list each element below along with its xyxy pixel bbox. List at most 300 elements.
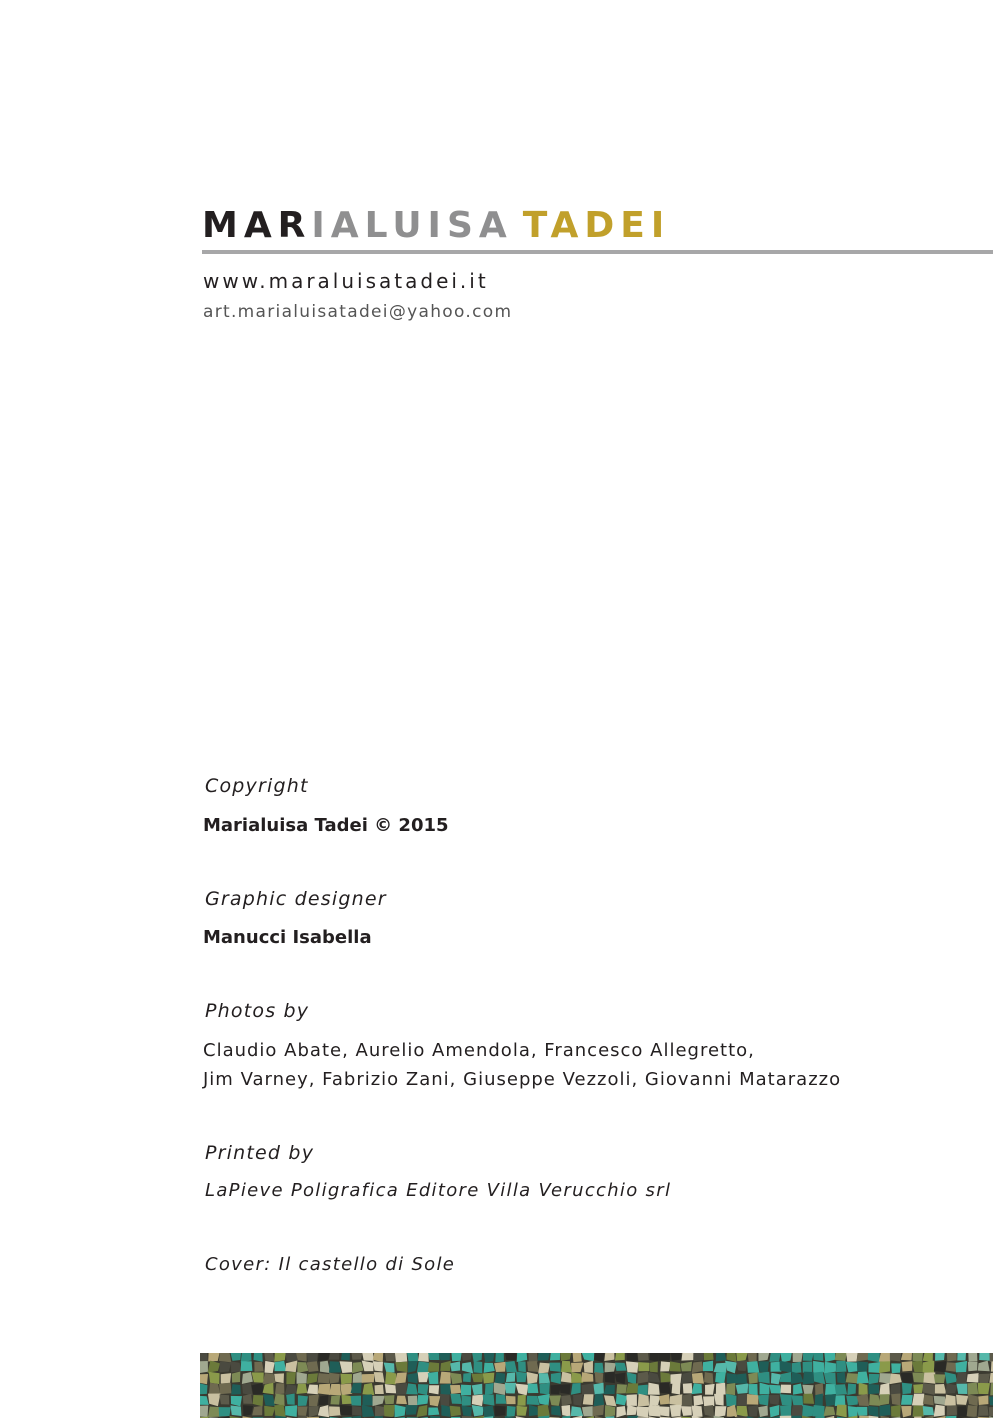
mosaic-tile bbox=[309, 1395, 319, 1407]
mosaic-tile bbox=[362, 1374, 375, 1383]
mosaic-tile bbox=[517, 1395, 525, 1406]
mosaic-tile bbox=[967, 1405, 978, 1417]
mosaic-tile bbox=[947, 1353, 957, 1361]
mosaic-tile bbox=[286, 1372, 296, 1384]
mosaic-tile bbox=[242, 1372, 253, 1384]
mosaic-tile bbox=[307, 1373, 318, 1384]
mosaic-tile bbox=[208, 1407, 220, 1418]
mosaic-tile bbox=[716, 1383, 726, 1395]
mosaic-tile bbox=[516, 1372, 527, 1383]
mosaic-tile bbox=[660, 1361, 671, 1371]
mosaic-tile bbox=[703, 1361, 713, 1371]
mosaic-tile bbox=[472, 1353, 482, 1362]
mosaic-tile bbox=[879, 1353, 891, 1362]
mosaic-tile bbox=[869, 1394, 880, 1406]
mosaic-tile bbox=[584, 1361, 593, 1373]
mosaic-tile bbox=[219, 1407, 231, 1416]
mosaic-tile bbox=[274, 1353, 286, 1362]
mosaic-tile bbox=[615, 1353, 625, 1360]
mosaic-tile bbox=[351, 1396, 361, 1406]
mosaic-tile bbox=[956, 1384, 967, 1394]
mosaic-tile bbox=[637, 1385, 647, 1395]
mosaic-tile bbox=[285, 1405, 297, 1417]
mosaic-tile bbox=[946, 1362, 956, 1372]
mosaic-tile bbox=[979, 1353, 990, 1361]
mosaic-tile bbox=[813, 1372, 825, 1385]
mosaic-tile bbox=[780, 1405, 791, 1417]
mosaic-tile bbox=[616, 1406, 626, 1417]
mosaic-tile bbox=[857, 1407, 868, 1416]
mosaic-tile bbox=[727, 1405, 738, 1417]
mosaic-tile bbox=[683, 1383, 693, 1393]
mosaic-tile bbox=[463, 1373, 471, 1382]
mosaic-tile bbox=[780, 1361, 793, 1373]
mosaic-tile bbox=[770, 1405, 780, 1417]
mosaic-tile bbox=[549, 1395, 561, 1405]
mosaic-tile bbox=[231, 1361, 241, 1372]
mosaic-tile bbox=[329, 1384, 341, 1395]
mosaic-tile bbox=[571, 1362, 583, 1372]
mosaic-tile bbox=[638, 1353, 649, 1361]
mosaic-tile bbox=[231, 1405, 242, 1416]
mosaic-tile bbox=[726, 1394, 737, 1406]
mosaic-tile bbox=[307, 1353, 319, 1362]
mosaic-tile bbox=[362, 1353, 374, 1361]
mosaic-tile bbox=[704, 1372, 713, 1384]
mosaic-tile bbox=[539, 1383, 549, 1395]
mosaic-tile bbox=[956, 1395, 968, 1405]
logo-part-grey: IALUISA bbox=[311, 205, 513, 246]
mosaic-tile bbox=[571, 1372, 583, 1383]
mosaic-tile bbox=[934, 1361, 946, 1372]
mosaic-tile bbox=[649, 1395, 660, 1406]
mosaic-tile bbox=[726, 1353, 736, 1362]
mosaic-tile bbox=[208, 1353, 220, 1362]
mosaic-tile bbox=[935, 1384, 946, 1394]
mosaic-tile bbox=[428, 1353, 440, 1360]
mosaic-tile bbox=[374, 1372, 385, 1382]
website-link[interactable]: www.maraluisatadei.it bbox=[203, 269, 489, 293]
mosaic-tile bbox=[571, 1383, 581, 1395]
mosaic-tile bbox=[736, 1353, 748, 1361]
mosaic-tile bbox=[340, 1384, 352, 1396]
mosaic-tile bbox=[681, 1362, 692, 1372]
mosaic-tile bbox=[715, 1372, 726, 1384]
mosaic-tile bbox=[769, 1353, 781, 1362]
mosaic-tile bbox=[605, 1405, 615, 1417]
mosaic-tile bbox=[539, 1373, 550, 1384]
mosaic-tile bbox=[506, 1372, 515, 1382]
mosaic-tile bbox=[803, 1372, 814, 1385]
mosaic-tile bbox=[727, 1373, 738, 1383]
mosaic-tile bbox=[923, 1406, 934, 1415]
mosaic-tile bbox=[572, 1353, 581, 1362]
mosaic-tile bbox=[219, 1361, 231, 1372]
mosaic-tile bbox=[318, 1373, 330, 1383]
mosaic-tile bbox=[274, 1394, 285, 1406]
mosaic-tile bbox=[461, 1396, 470, 1406]
mosaic-tile bbox=[604, 1353, 614, 1361]
mosaic-tile bbox=[780, 1385, 791, 1394]
mosaic-tile bbox=[923, 1353, 933, 1362]
mosaic-tile bbox=[626, 1361, 639, 1372]
mosaic-tile bbox=[505, 1353, 517, 1360]
mosaic-tile bbox=[902, 1383, 912, 1395]
mosaic-tile bbox=[704, 1353, 714, 1360]
mosaic-tile bbox=[441, 1405, 450, 1417]
mosaic-tile bbox=[868, 1362, 880, 1373]
mosaic-tile bbox=[375, 1385, 384, 1394]
mosaic-tile bbox=[450, 1373, 462, 1384]
mosaic-tile bbox=[208, 1361, 220, 1373]
mosaic-tile bbox=[682, 1394, 693, 1406]
mosaic-tile bbox=[868, 1384, 879, 1394]
mosaic-tile bbox=[219, 1383, 231, 1394]
mosaic-tile bbox=[484, 1363, 495, 1373]
mosaic-tile bbox=[793, 1384, 803, 1395]
mosaic-tile bbox=[968, 1353, 977, 1362]
mosaic-tile bbox=[692, 1406, 703, 1418]
mosaic-tile bbox=[485, 1383, 494, 1395]
mosaic-tile bbox=[902, 1361, 913, 1371]
mosaic-tile bbox=[285, 1385, 297, 1395]
mosaic-tile bbox=[494, 1362, 506, 1372]
mosaic-tile bbox=[681, 1353, 693, 1361]
mosaic-tile bbox=[231, 1396, 242, 1407]
mosaic-tile bbox=[615, 1363, 627, 1371]
cover-mosaic-image bbox=[200, 1353, 993, 1418]
mosaic-tile bbox=[472, 1373, 484, 1382]
mosaic-tile bbox=[968, 1362, 978, 1371]
mosaic-tile bbox=[660, 1383, 672, 1394]
mosaic-tile bbox=[528, 1353, 537, 1362]
mosaic-tile bbox=[340, 1361, 353, 1373]
mosaic-tile bbox=[650, 1353, 659, 1362]
mosaic-tile bbox=[815, 1383, 823, 1395]
mosaic-tile bbox=[670, 1361, 681, 1371]
printed-label: Printed by bbox=[205, 1142, 315, 1164]
mosaic-tile bbox=[385, 1372, 396, 1385]
mosaic-tile bbox=[494, 1372, 505, 1384]
mosaic-tile bbox=[824, 1353, 835, 1362]
mosaic-tile bbox=[528, 1384, 539, 1394]
mosaic-tile bbox=[758, 1406, 768, 1417]
mosaic-tile bbox=[824, 1406, 836, 1416]
mosaic-tile bbox=[748, 1405, 758, 1416]
artist-logo bbox=[202, 206, 670, 246]
mosaic-tile bbox=[616, 1384, 627, 1393]
mosaic-tile bbox=[263, 1373, 276, 1384]
mosaic-tile bbox=[978, 1374, 990, 1384]
mosaic-tile bbox=[285, 1361, 297, 1373]
mosaic-tile bbox=[395, 1362, 407, 1372]
mosaic-tile bbox=[791, 1372, 804, 1384]
mosaic-tile bbox=[747, 1394, 759, 1405]
photos-label: Photos by bbox=[205, 1000, 310, 1022]
mosaic-tile bbox=[265, 1361, 275, 1373]
mosaic-tile bbox=[793, 1353, 803, 1362]
mosaic-tile bbox=[760, 1383, 770, 1395]
email-link[interactable]: art.marialuisatadei@yahoo.com bbox=[203, 302, 513, 322]
mosaic-tile bbox=[429, 1385, 439, 1394]
mosaic-tile bbox=[417, 1405, 428, 1417]
mosaic-tile bbox=[956, 1361, 968, 1372]
mosaic-tile bbox=[297, 1406, 307, 1416]
mosaic-tile bbox=[593, 1405, 604, 1417]
mosaic-tile bbox=[527, 1372, 538, 1384]
mosaic-tile bbox=[451, 1353, 462, 1361]
mosaic-tile bbox=[835, 1353, 848, 1361]
mosaic-tile bbox=[230, 1353, 241, 1361]
mosaic-tile bbox=[758, 1394, 769, 1405]
mosaic-tile bbox=[505, 1361, 517, 1372]
mosaic-tile bbox=[505, 1383, 516, 1394]
mosaic-tile bbox=[462, 1362, 473, 1373]
mosaic-tile bbox=[715, 1406, 727, 1417]
mosaic-tile bbox=[670, 1353, 681, 1361]
mosaic-tile bbox=[835, 1395, 846, 1406]
mosaic-tile bbox=[450, 1394, 461, 1404]
mosaic-tile bbox=[901, 1353, 912, 1360]
mosaic-tile bbox=[594, 1363, 604, 1373]
mosaic-tile bbox=[538, 1394, 550, 1406]
mosaic-tile bbox=[868, 1406, 879, 1417]
mosaic-tile bbox=[550, 1353, 560, 1360]
header-rule bbox=[202, 250, 993, 254]
mosaic-tile bbox=[263, 1383, 274, 1394]
mosaic-tile bbox=[890, 1384, 900, 1395]
mosaic-tile bbox=[890, 1373, 902, 1384]
mosaic-tile bbox=[978, 1383, 990, 1394]
mosaic-tile bbox=[384, 1363, 395, 1373]
mosaic-tile bbox=[593, 1383, 603, 1395]
mosaic-tile bbox=[901, 1406, 911, 1417]
mosaic-tile bbox=[362, 1405, 375, 1417]
mosaic-tile bbox=[200, 1361, 208, 1373]
mosaic-tile bbox=[692, 1362, 704, 1374]
mosaic-tile bbox=[705, 1384, 715, 1395]
mosaic-tile bbox=[506, 1396, 516, 1404]
mosaic-tile bbox=[200, 1374, 208, 1384]
mosaic-tile bbox=[758, 1372, 770, 1384]
mosaic-tile bbox=[297, 1362, 308, 1373]
mosaic-tile bbox=[450, 1406, 461, 1417]
mosaic-tile bbox=[714, 1394, 724, 1406]
mosaic-tile bbox=[483, 1405, 495, 1417]
mosaic-tile bbox=[406, 1405, 418, 1415]
mosaic-tile bbox=[298, 1395, 308, 1406]
printed-value: LaPieve Poligrafica Editore Villa Verucchio srl bbox=[205, 1180, 672, 1201]
mosaic-tile bbox=[329, 1353, 339, 1360]
mosaic-tile bbox=[450, 1385, 461, 1394]
mosaic-tile bbox=[803, 1394, 814, 1404]
mosaic-tile bbox=[615, 1373, 626, 1385]
mosaic-tile bbox=[264, 1406, 275, 1416]
mosaic-tile bbox=[309, 1406, 319, 1417]
mosaic-tile bbox=[472, 1384, 483, 1395]
mosaic-tile bbox=[803, 1353, 814, 1361]
mosaic-tile bbox=[428, 1407, 439, 1415]
mosaic-tile bbox=[681, 1406, 692, 1416]
mosaic-tile bbox=[549, 1363, 560, 1372]
mosaic-tile bbox=[395, 1372, 407, 1383]
mosaic-tile bbox=[802, 1385, 813, 1395]
mosaic-tile bbox=[846, 1362, 858, 1373]
mosaic-tile bbox=[472, 1405, 484, 1416]
mosaic-tile bbox=[859, 1383, 868, 1395]
mosaic-tile bbox=[837, 1372, 846, 1384]
mosaic-tile bbox=[518, 1361, 526, 1372]
mosaic-tile bbox=[551, 1384, 562, 1394]
mosaic-tile bbox=[649, 1405, 661, 1417]
mosaic-tile bbox=[241, 1353, 252, 1362]
mosaic-tile bbox=[264, 1353, 275, 1361]
mosaic-tile bbox=[978, 1361, 990, 1372]
mosaic-tile bbox=[890, 1353, 902, 1361]
mosaic-tile bbox=[736, 1361, 748, 1371]
mosaic-tile bbox=[803, 1361, 813, 1373]
mosaic-tile bbox=[340, 1405, 352, 1416]
mosaic-tile bbox=[551, 1372, 561, 1384]
mosaic-tile bbox=[879, 1373, 891, 1384]
mosaic-tile bbox=[945, 1372, 957, 1384]
designer-label: Graphic designer bbox=[205, 888, 387, 910]
mosaic-tile bbox=[231, 1384, 241, 1394]
mosaic-tile bbox=[626, 1394, 636, 1405]
mosaic-tile bbox=[461, 1385, 471, 1396]
mosaic-tile bbox=[200, 1383, 207, 1394]
mosaic-tile bbox=[879, 1383, 889, 1396]
mosaic-tile bbox=[660, 1372, 671, 1382]
mosaic-tile bbox=[408, 1396, 417, 1406]
mosaic-tile bbox=[626, 1383, 638, 1393]
mosaic-tile bbox=[406, 1383, 418, 1394]
mosaic-tile bbox=[934, 1405, 945, 1417]
mosaic-tile bbox=[604, 1385, 615, 1394]
mosaic-tile bbox=[694, 1353, 704, 1361]
mosaic-tile bbox=[340, 1374, 352, 1385]
mosaic-tile bbox=[242, 1383, 253, 1396]
mosaic-tile bbox=[771, 1373, 781, 1385]
mosaic-tile bbox=[737, 1394, 748, 1406]
mosaic-tile bbox=[659, 1394, 670, 1404]
mosaic-tile bbox=[989, 1396, 993, 1405]
mosaic-tile bbox=[307, 1361, 319, 1372]
mosaic-tile bbox=[352, 1362, 364, 1373]
mosaic-tile bbox=[989, 1353, 993, 1362]
mosaic-tile bbox=[934, 1374, 946, 1383]
mosaic-tile bbox=[472, 1395, 484, 1406]
mosaic-tile bbox=[318, 1353, 330, 1362]
mosaic-tile bbox=[891, 1394, 900, 1406]
mosaic-tile bbox=[736, 1384, 749, 1394]
mosaic-tile bbox=[329, 1373, 340, 1384]
mosaic-tile bbox=[748, 1384, 757, 1395]
mosaic-tile bbox=[538, 1405, 550, 1417]
mosaic-tile bbox=[484, 1353, 495, 1362]
mosaic-tile bbox=[769, 1385, 781, 1394]
mosaic-tile bbox=[297, 1372, 307, 1384]
mosaic-tile bbox=[791, 1405, 802, 1417]
mosaic-tile bbox=[825, 1384, 836, 1395]
mosaic-tile bbox=[912, 1394, 924, 1406]
mosaic-tile bbox=[538, 1353, 551, 1361]
mosaic-tile bbox=[373, 1353, 384, 1362]
mosaic-tile bbox=[912, 1361, 924, 1373]
mosaic-tile bbox=[232, 1372, 240, 1383]
mosaic-tile bbox=[274, 1373, 284, 1383]
mosaic-tile bbox=[594, 1394, 605, 1407]
copyright-value: Marialuisa Tadei © 2015 bbox=[203, 815, 449, 836]
mosaic-tile bbox=[318, 1384, 330, 1395]
mosaic-tile bbox=[637, 1407, 650, 1418]
mosaic-tile bbox=[483, 1394, 495, 1405]
mosaic-tile bbox=[605, 1362, 616, 1372]
mosaic-tile bbox=[439, 1353, 450, 1360]
mosaic-tile bbox=[716, 1353, 727, 1361]
mosaic-tile bbox=[604, 1372, 614, 1384]
mosaic-tile bbox=[725, 1361, 737, 1374]
designer-value: Manucci Isabella bbox=[203, 927, 372, 948]
mosaic-tile bbox=[836, 1361, 846, 1372]
mosaic-tile bbox=[693, 1395, 703, 1406]
mosaic-tile bbox=[824, 1362, 836, 1374]
mosaic-tile bbox=[561, 1361, 572, 1373]
mosaic-tile bbox=[286, 1394, 295, 1405]
mosaic-tile bbox=[759, 1361, 769, 1372]
mosaic-tile bbox=[957, 1353, 966, 1361]
mosaic-tile bbox=[846, 1373, 858, 1383]
mosaic-tile bbox=[440, 1361, 451, 1371]
mosaic-tile bbox=[945, 1395, 956, 1406]
mosaic-tile bbox=[704, 1405, 715, 1417]
mosaic-tile bbox=[604, 1395, 617, 1406]
mosaic-tile bbox=[395, 1353, 407, 1362]
mosaic-tile bbox=[923, 1383, 935, 1395]
mosaic-tile bbox=[857, 1394, 870, 1406]
mosaic-tile bbox=[243, 1394, 252, 1404]
mosaic-tile bbox=[989, 1372, 993, 1383]
mosaic-tile bbox=[385, 1384, 396, 1393]
mosaic-tile bbox=[703, 1396, 714, 1406]
mosaic-tile bbox=[714, 1363, 727, 1373]
mosaic-tile bbox=[275, 1361, 287, 1371]
mosaic-tile bbox=[221, 1373, 231, 1383]
mosaic-tile bbox=[329, 1361, 341, 1373]
mosaic-tile bbox=[362, 1394, 373, 1406]
mosaic-tile bbox=[319, 1395, 329, 1405]
mosaic-tile bbox=[417, 1361, 429, 1373]
mosaic-tile bbox=[494, 1405, 505, 1416]
mosaic-tile bbox=[408, 1361, 418, 1373]
mosaic-tile bbox=[252, 1406, 262, 1416]
mosaic-tile bbox=[252, 1383, 265, 1395]
mosaic-tile bbox=[517, 1406, 528, 1416]
mosaic-tile bbox=[407, 1373, 418, 1384]
mosaic-tile bbox=[913, 1406, 925, 1417]
mosaic-tile bbox=[848, 1406, 858, 1417]
mosaic-tile bbox=[967, 1383, 978, 1395]
cover-caption: Cover: Il castello di Sole bbox=[205, 1254, 456, 1275]
mosaic-tile bbox=[208, 1394, 221, 1407]
mosaic-tile bbox=[583, 1394, 594, 1405]
mosaic-tile bbox=[879, 1394, 890, 1405]
mosaic-tile bbox=[891, 1363, 901, 1373]
mosaic-tile bbox=[418, 1384, 429, 1395]
mosaic-tile bbox=[494, 1383, 506, 1395]
mosaic-tile bbox=[263, 1394, 275, 1406]
mosaic-tile bbox=[648, 1372, 660, 1382]
